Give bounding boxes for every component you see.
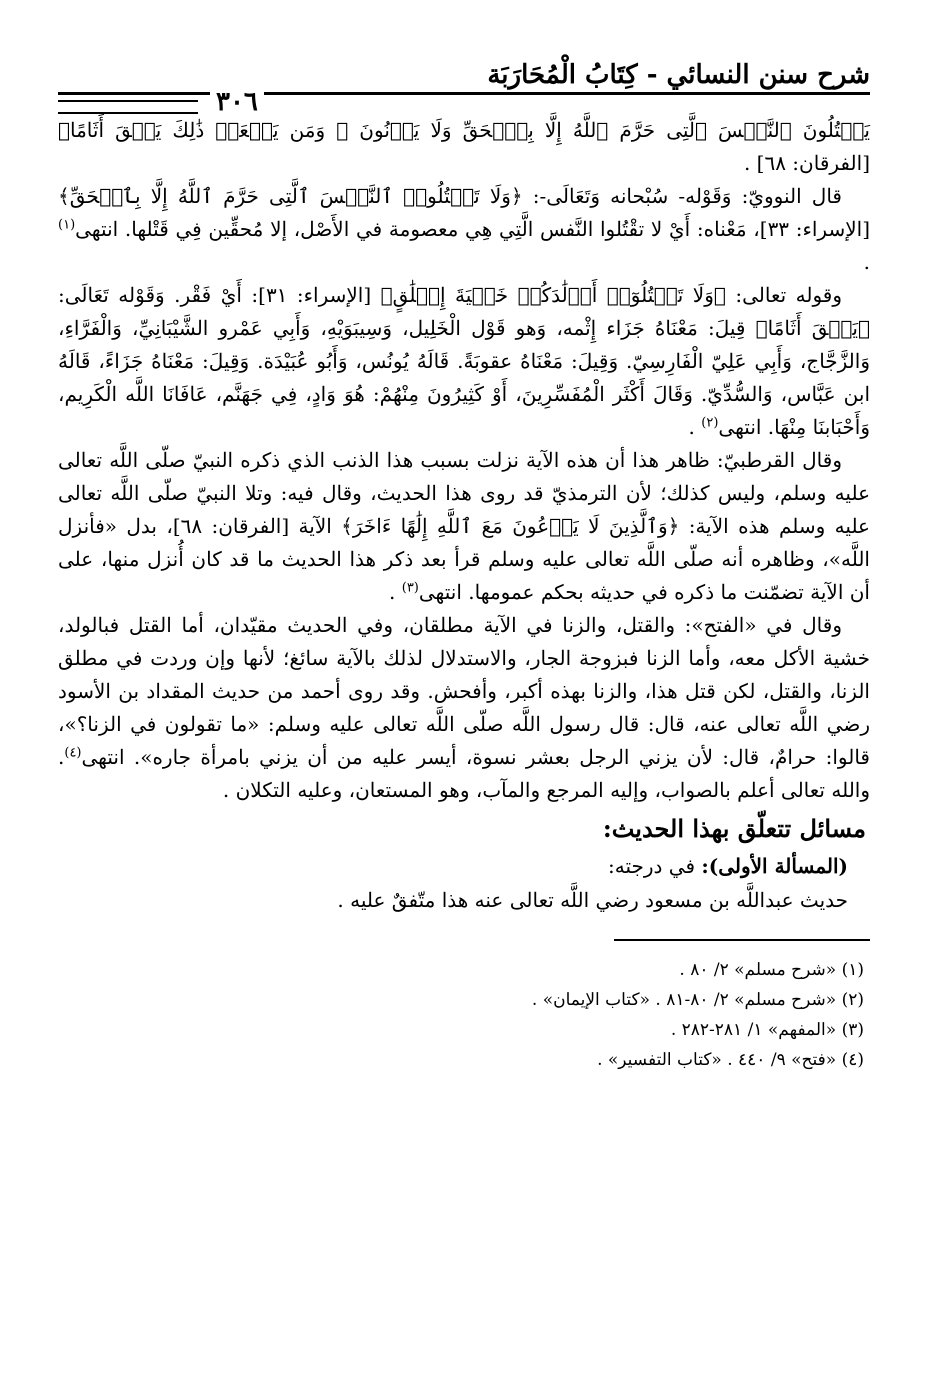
paragraph-fath-text: وقال في «الفتح»: والقتل، والزنا في الآية مطلقان، وفي الحديث مقيّدان، أما القتل فبالولد، خشية الأكل معه، وأما الزنا فبزوجة الجار، والاستدلال لذلك بالآية سائغ؛ لأنها وإن وردت في مطلق الزنا، والقتل، لكن قتل هذا، والزنا بهذه أكبر، وأفحش. وقد روى أحمد من حديث المقداد بن الأسود رضي اللَّه تعالى عنه، قال: قال رسول اللَّه صلّى اللَّه تعالى عليه وسلم: «ما تقولون في الزنا؟»، قالوا: حرامٌ، قال: لأن يزني الرجل بعشر نسوة، أيسر عليه من أن يزني بامرأة جاره». انتهى [58,613,870,769]
header-double-rule [58,100,198,114]
paragraph-closing-text: والله تعالى أعلم بالصواب، وإليه المرجع والمآب، وهو المستعان، وعليه التكلان . [222,778,870,802]
book-title: شرح سنن النسائي - كِتَابُ الْمُحَارَبَة [487,60,870,90]
issue-one-text: حديث عبداللَّه بن مسعود رضي اللَّه تعالى عنه هذا متّفقٌ عليه . [337,888,848,912]
paragraph-quran-continuation: يَقۡتُلُونَ ٱلنَّفۡسَ ٱلَّتِى حَرَّمَ ٱللَّهُ إِلَّا بِٱلۡحَقِّ وَلَا يَزۡنُونَ ۚ وَمَن يَفۡعَلۡ ذَٰلِكَ يَلۡقَ أَثَامًا﴾ [الفرقان: ٦٨] . [58,118,870,175]
section-heading: مسائل تتعلّق بهذا الحديث: [602,814,866,843]
header-rule [58,92,870,95]
footnote-ref-2: (٢) [701,415,719,431]
paragraph-fath: وقال في «الفتح»: والقتل، والزنا في الآية مطلقان، وفي الحديث مقيّدان، أما القتل فبالولد، خشية الأكل معه، وأما الزنا فبزوجة الجار، والاستدلال لذلك بالآية سائغ؛ لأنها وإن وردت في مطلق الزنا، والقتل، لكن قتل هذا، والزنا بهذه أكبر، وأفحش. وقد روى أحمد من حديث المقداد بن الأسود رضي اللَّه تعالى عنه، قال: قال رسول اللَّه صلّى اللَّه تعالى عليه وسلم: «ما تقولون في الزنا؟»، قالوا: حرامٌ، قال: لأن يزني الرجل بعشر نسوة، أيسر عليه من أن يزني بامرأة جاره». انتهى$^{(٤)}$. والله تعالى أعلم بالصواب، وإليه المرجع والمآب، وهو المستعان، وعليه التكلان . [58,613,870,802]
document-page [58,58,870,1348]
footnote-separator [614,939,870,941]
footnote-1: (١) «شرح مسلم» ٢/ ٨٠ . [679,960,864,980]
issue-one-label: (المسألة الأولى): [701,854,848,878]
issue-one [58,849,870,883]
footnote-2: (٢) «شرح مسلم» ٢/ ٨٠-٨١ . «كتاب الإيمان» . [531,990,864,1010]
footnote-ref-4: (٤) [64,745,82,761]
footnote-4: (٤) «فتح» ٩/ ٤٤٠ . «كتاب التفسير» . [597,1050,864,1070]
paragraph-nawawi-text: قال النوويّ: وَقَوْله- سُبْحانه وَتَعَالَى-: ﴿وَلَا تَقۡتُلُوا۟ ٱلنَّفۡسَ ٱلَّتِى حَرَّمَ ٱللَّهُ إِلَّا بِٱلۡحَقِّ﴾ [الإسراء: ٣٣]، مَعْناه: أَيْ لا تقْتُلوا النَّفس الَّتِي هِي معصومة في الأَصْل، إلا مُحقِّين فِي قَتْلها. انتهى [58,184,870,241]
paragraph-qurtubi-text: وقال القرطبيّ: ظاهر هذا أن هذه الآية نزلت بسبب هذا الذنب الذي ذكره النبيّ صلّى اللَّه تعالى عليه وسلم، وليس كذلك؛ لأن الترمذيّ قد روى هذا الحديث، وقال فيه: وتلا النبيّ صلّى اللَّه تعالى عليه وسلم هذه الآية: ﴿وَٱلَّذِينَ لَا يَدۡعُونَ مَعَ ٱللَّهِ إِلَٰهًا ءَاخَرَ﴾ الآية [الفرقان: ٦٨]، بدل «فأنزل اللَّه»، وظاهره أنه صلّى اللَّه تعالى عليه وسلم قرأ بعد ذكر هذا الحديث ما قد كان أُنزل منها، على أن الآية تضمّنت ما ذكره في حديثه بحكم عمومها. انتهى [58,448,870,604]
paragraph-tafsir: وقوله تعالى: ﴿وَلَا تَقۡتُلُوٓا۟ أَوۡلَٰدَكُمۡ خَشۡيَةَ إِمۡلَٰقٍ﴾ [الإسراء: ٣١]: أَيْ فَقْر. وَقَوْله تَعَالَى: ﴿يَلۡقَ أَثَامًا﴾ قِيلَ: مَعْنَاهُ جَزَاء إِثْمه، وَهو قَوْل الْخَلِيل، وَسِيبَوَيْهِ، وَأَبِي عَمْرو الشَّيْبَانِيِّ، وَالْفَرَّاءِ، وَالزَّجَّاج، وَأَبِي عَلِيّ الْفَارِسِيّ. وَقِيلَ: مَعْنَاهُ عقوبَةً. قَالَهُ يُونُس، وَأَبُو عُبَيْدَة. وَقِيلَ: مَعْنَاهُ جَزَاءً، قَالَهُ ابن عَبَّاس، وَالسُّدِّيّ. وَقَالَ أَكْثَر الْمُفَسِّرِينَ، أَوْ كَثِيرُونَ مِنْهُمْ: هُوَ وَادٍ، فِي جَهَنَّم، عَافَانَا اللَّه الْكَرِيم، وَأَحْبَابنَا مِنْهَا. انتهى$^{(٢)}$ . [58,283,870,439]
footnote-ref-1: (١) [58,217,76,233]
issue-one-title: في درجته: [608,854,696,878]
paragraph-qurtubi: وقال القرطبيّ: ظاهر هذا أن هذه الآية نزلت بسبب هذا الذنب الذي ذكره النبيّ صلّى اللَّه تعالى عليه وسلم، وليس كذلك؛ لأن الترمذيّ قد روى هذا الحديث، وقال فيه: وتلا النبيّ صلّى اللَّه تعالى عليه وسلم هذه الآية: ﴿وَٱلَّذِينَ لَا يَدۡعُونَ مَعَ ٱللَّهِ إِلَٰهًا ءَاخَرَ﴾ الآية [الفرقان: ٦٨]، بدل «فأنزل اللَّه»، وظاهره أنه صلّى اللَّه تعالى عليه وسلم قرأ بعد ذكر هذا الحديث ما قد كان أُنزل منها، على أن الآية تضمّنت ما ذكره في حديثه بحكم عمومها. انتهى$^{(٣)}$ . [58,448,870,604]
paragraph-nawawi: قال النوويّ: وَقَوْله- سُبْحانه وَتَعَالَى-: ﴿وَلَا تَقۡتُلُوا۟ ٱلنَّفۡسَ ٱلَّتِى حَرَّمَ ٱللَّهُ إِلَّا بِٱلۡحَقِّ﴾ [الإسراء: ٣٣]، مَعْناه: أَيْ لا تقْتُلوا النَّفس الَّتِي هِي معصومة في الأَصْل، إلا مُحقِّين فِي قَتْلها. انتهى$^{(١)}$ . [58,184,870,274]
footnote-ref-3: (٣) [401,580,419,596]
page-number: ٣٠٦ [210,88,264,116]
main-text [58,114,870,807]
running-header [58,58,870,117]
paragraph-tafsir-text: وقوله تعالى: ﴿وَلَا تَقۡتُلُوٓا۟ أَوۡلَٰدَكُمۡ خَشۡيَةَ إِمۡلَٰقٍ﴾ [الإسراء: ٣١]: أَيْ فَقْر. وَقَوْله تَعَالَى: ﴿يَلۡقَ أَثَامًا﴾ قِيلَ: مَعْنَاهُ جَزَاء إِثْمه، وَهو قَوْل الْخَلِيل، وَسِيبَوَيْهِ، وَأَبِي عَمْرو الشَّيْبَانِيِّ، وَالْفَرَّاءِ، وَالزَّجَّاج، وَأَبِي عَلِيّ الْفَارِسِيّ. وَقِيلَ: مَعْنَاهُ عقوبَةً. قَالَهُ يُونُس، وَأَبُو عُبَيْدَة. وَقِيلَ: مَعْنَاهُ جَزَاءً، قَالَهُ ابن عَبَّاس، وَالسُّدِّيّ. وَقَالَ أَكْثَر الْمُفَسِّرِينَ، أَوْ كَثِيرُونَ مِنْهُمْ: هُوَ وَادٍ، فِي جَهَنَّم، عَافَانَا اللَّه الْكَرِيم، وَأَحْبَابنَا مِنْهَا. انتهى [58,283,870,439]
footnote-3: (٣) «المفهم» ١/ ٢٨١-٢٨٢ . [670,1020,864,1040]
footnotes [58,955,870,1075]
